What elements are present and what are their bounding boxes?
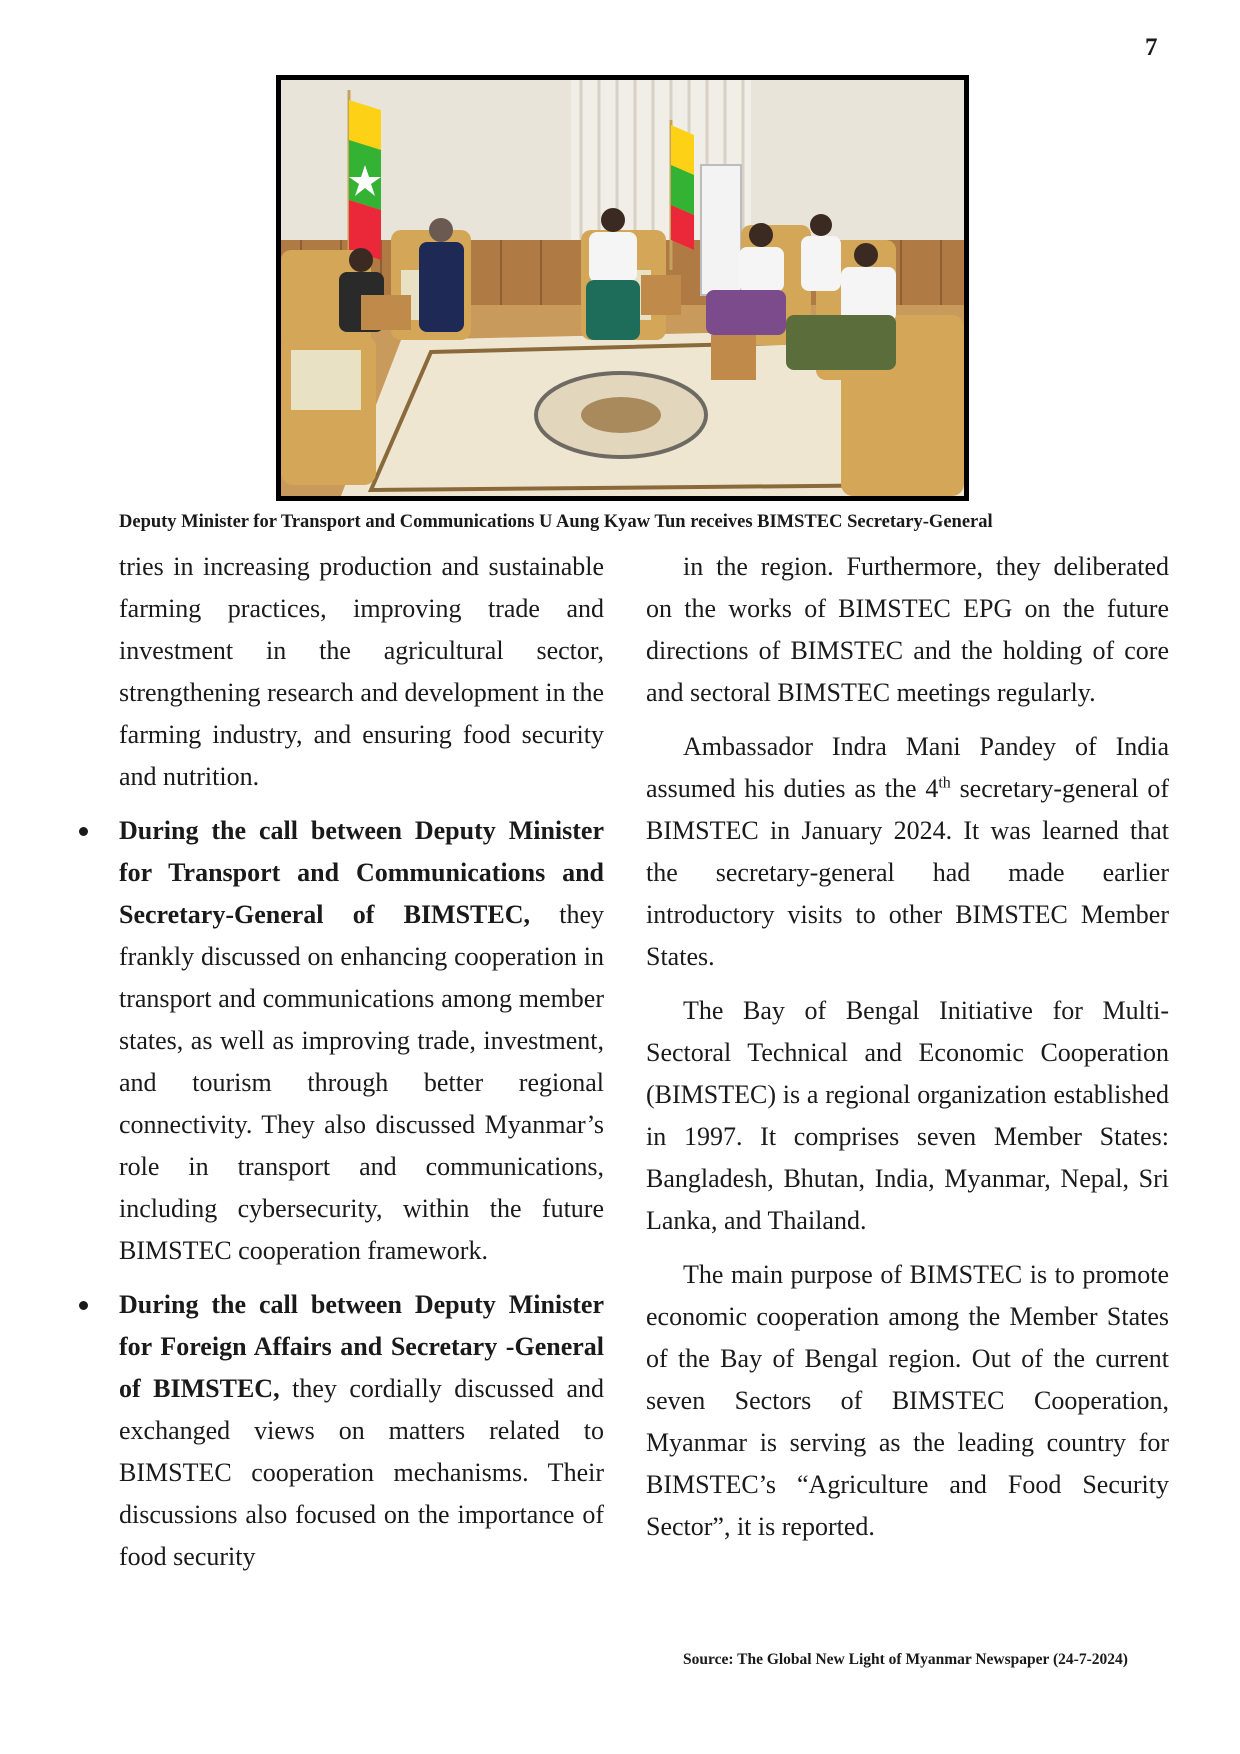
bullet-lead: During the call between Deputy Minister for Foreign Affairs and Secretary -General of BIMSTEC, xyxy=(119,1290,604,1403)
left-column xyxy=(119,546,604,1578)
bullet-icon xyxy=(79,1301,88,1310)
page-number: 7 xyxy=(1145,34,1158,61)
bullet-icon xyxy=(79,827,88,836)
purpose-paragraph: The main purpose of BIMSTEC is to promote economic cooperation among the Member States of the Bay of Bengal region. Out of the current seven Sectors of BIMSTEC Cooperation, Myanmar is serving as the leading country for BIMSTEC’s “Agriculture and Food Security Sector”, it is reported. xyxy=(646,1260,1169,1541)
ambassador-text-end: secretary-general of BIMSTEC in January 2024. It was learned that the secretary-general had made earlier introductory visits to other BIMSTEC Member States. xyxy=(646,774,1169,971)
bullet-text: they frankly discussed on enhancing cooperation in transport and communications among member states, as well as improving trade, investment, and tourism through better regional connectivity. They also discussed Myanmar’s role in transport and communications, including cybersecurity, within the future BIMSTEC cooperation framework. xyxy=(119,900,604,1265)
photo-caption: Deputy Minister for Transport and Communications U Aung Kyaw Tun receives BIMSTEC Secretary-General xyxy=(119,512,993,532)
bullet-text: they cordially discussed and exchanged views on matters related to BIMSTEC cooperation mechanisms. Their discussions also focused on the importance of food security xyxy=(119,1374,605,1571)
right-continuation-paragraph: in the region. Furthermore, they deliberated on the works of BIMSTEC EPG on the future directions of BIMSTEC and the holding of core and sectoral BIMSTEC meetings regularly. xyxy=(646,552,1169,707)
source-credit: Source: The Global New Light of Myanmar Newspaper (24-7-2024) xyxy=(683,1651,1128,1668)
bullet-lead: During the call between Deputy Minister for Transport and Communications and Secretary-General of BIMSTEC, xyxy=(119,816,604,929)
bullet-item-foreign-affairs xyxy=(119,1284,604,1578)
right-column xyxy=(646,546,1169,1548)
ambassador-text-start: Ambassador Indra Mani Pandey of India assumed his duties as the 4 xyxy=(646,732,1169,803)
left-intro-paragraph: tries in increasing production and sustainable farming practices, improving trade and investment in the agricultural sector, strengthening research and development in the farming industry, and ensuring food security and nutrition. xyxy=(119,552,604,791)
meeting-photo xyxy=(276,75,969,501)
bullet-item-transport xyxy=(119,810,604,1272)
about-bimstec-paragraph: The Bay of Bengal Initiative for Multi-Sectoral Technical and Economic Cooperation (BIMSTEC) is a regional organization established in 1997. It comprises seven Member States: Bangladesh, Bhutan, India, Myanmar, Nepal, Sri Lanka, and Thailand. xyxy=(646,996,1169,1235)
ambassador-paragraph xyxy=(646,726,1169,978)
ordinal-superscript: th xyxy=(938,774,951,792)
bullet-list xyxy=(119,810,604,1578)
